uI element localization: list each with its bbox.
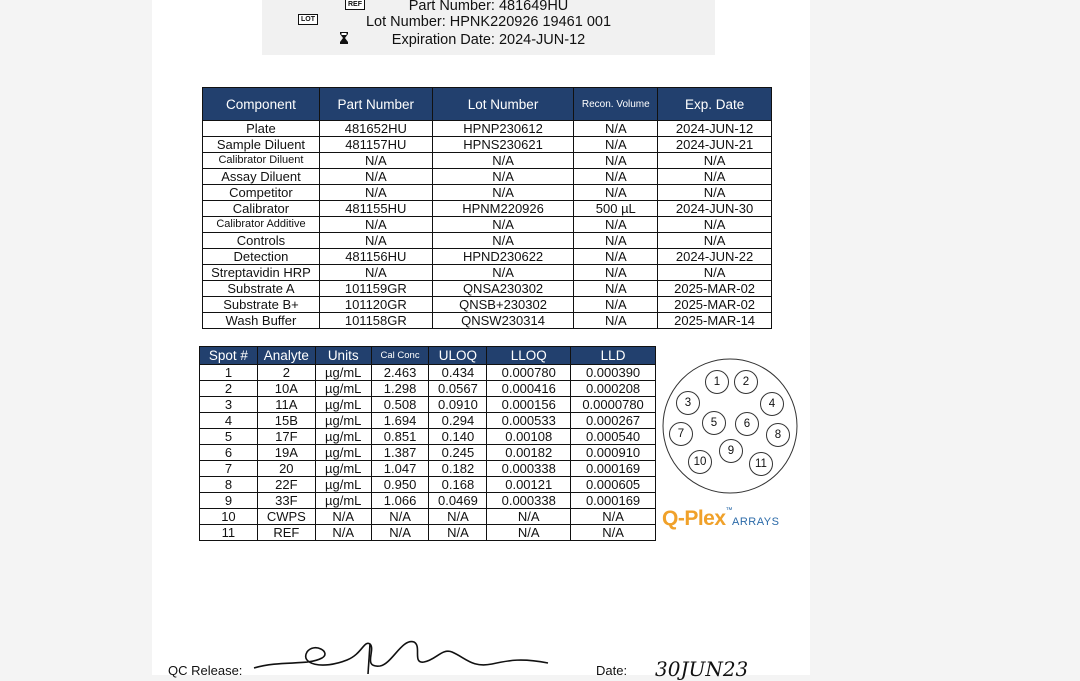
- header-lloq: LLOQ: [487, 347, 571, 365]
- component-exp-date: N/A: [658, 217, 772, 233]
- signature-icon: [252, 630, 552, 680]
- component-part-number: N/A: [319, 169, 432, 185]
- component-name: Calibrator Diluent: [203, 153, 320, 169]
- spot-lld: N/A: [571, 509, 656, 525]
- component-row: [203, 153, 772, 169]
- component-lot-number: N/A: [432, 233, 574, 249]
- spot-row: [200, 413, 656, 429]
- spots-header-row: [200, 347, 656, 365]
- spot-units: µg/mL: [315, 397, 371, 413]
- spot-analyte: 33F: [257, 493, 315, 509]
- header-component: Component: [203, 88, 320, 121]
- spot-cal-conc: 1.066: [371, 493, 429, 509]
- spot-map: [660, 358, 800, 498]
- component-lot-number: HPNM220926: [432, 201, 574, 217]
- spot-lloq: 0.00182: [487, 445, 571, 461]
- component-part-number: N/A: [319, 233, 432, 249]
- spot-row: [200, 493, 656, 509]
- spot-lld: 0.000208: [571, 381, 656, 397]
- spot-units: µg/mL: [315, 493, 371, 509]
- spot-map-circle: 11: [749, 452, 773, 476]
- spot-uloq: N/A: [429, 509, 487, 525]
- spot-cal-conc: 1.387: [371, 445, 429, 461]
- component-row: [203, 297, 772, 313]
- component-name: Calibrator Additive: [203, 217, 320, 233]
- component-exp-date: 2024-JUN-21: [658, 137, 772, 153]
- spot-number: 6: [200, 445, 258, 461]
- component-recon-volume: N/A: [574, 217, 658, 233]
- spot-lld: 0.000169: [571, 493, 656, 509]
- component-recon-volume: N/A: [574, 281, 658, 297]
- lot-number-line: [262, 13, 715, 31]
- header-spot-number: Spot #: [200, 347, 258, 365]
- spot-row: [200, 429, 656, 445]
- lot-symbol-icon: LOT: [298, 14, 318, 25]
- spot-lld: 0.000390: [571, 365, 656, 381]
- component-recon-volume: N/A: [574, 297, 658, 313]
- spot-number: 4: [200, 413, 258, 429]
- spot-number: 8: [200, 477, 258, 493]
- spot-uloq: 0.434: [429, 365, 487, 381]
- spot-lloq: 0.00108: [487, 429, 571, 445]
- ref-symbol-icon: REF: [345, 0, 365, 10]
- component-part-number: 101158GR: [319, 313, 432, 329]
- component-lot-number: N/A: [432, 169, 574, 185]
- spot-lld: 0.000910: [571, 445, 656, 461]
- spot-lloq: 0.00121: [487, 477, 571, 493]
- spot-uloq: 0.0567: [429, 381, 487, 397]
- spot-units: µg/mL: [315, 477, 371, 493]
- spot-analyte: 19A: [257, 445, 315, 461]
- release-date: 30JUN23: [655, 657, 749, 681]
- components-header-row: [203, 88, 772, 121]
- spot-row: [200, 381, 656, 397]
- spot-cal-conc: 1.694: [371, 413, 429, 429]
- component-row: [203, 201, 772, 217]
- component-part-number: N/A: [319, 265, 432, 281]
- spot-uloq: 0.140: [429, 429, 487, 445]
- component-recon-volume: N/A: [574, 153, 658, 169]
- component-name: Streptavidin HRP: [203, 265, 320, 281]
- spot-lloq: 0.000338: [487, 493, 571, 509]
- spot-cal-conc: N/A: [371, 525, 429, 541]
- date-label: Date:: [596, 663, 628, 678]
- spot-lloq: 0.000780: [487, 365, 571, 381]
- component-row: [203, 233, 772, 249]
- component-name: Calibrator: [203, 201, 320, 217]
- component-name: Plate: [203, 121, 320, 137]
- spot-number: 9: [200, 493, 258, 509]
- component-part-number: N/A: [319, 185, 432, 201]
- spot-cal-conc: 1.298: [371, 381, 429, 397]
- spot-map-circle: 1: [705, 370, 729, 394]
- expiration-line: [262, 31, 715, 49]
- header-cal-conc: Cal Conc: [371, 347, 429, 365]
- component-lot-number: N/A: [432, 217, 574, 233]
- component-lot-number: QNSW230314: [432, 313, 574, 329]
- spot-uloq: 0.294: [429, 413, 487, 429]
- spot-analyte: 20: [257, 461, 315, 477]
- logo-brand: Q-Plex: [662, 507, 726, 530]
- component-exp-date: 2024-JUN-22: [658, 249, 772, 265]
- component-row: [203, 313, 772, 329]
- component-name: Assay Diluent: [203, 169, 320, 185]
- header-uloq: ULOQ: [429, 347, 487, 365]
- component-row: [203, 169, 772, 185]
- spot-units: µg/mL: [315, 381, 371, 397]
- spot-analyte: 17F: [257, 429, 315, 445]
- spot-cal-conc: 1.047: [371, 461, 429, 477]
- spot-lloq: 0.000533: [487, 413, 571, 429]
- component-recon-volume: 500 µL: [574, 201, 658, 217]
- header-lld: LLD: [571, 347, 656, 365]
- spot-row: [200, 365, 656, 381]
- header-recon-volume: Recon. Volume: [574, 88, 658, 121]
- spot-lld: 0.000605: [571, 477, 656, 493]
- q-plex-logo: [662, 507, 779, 531]
- component-exp-date: N/A: [658, 185, 772, 201]
- logo-suffix: ARRAYS: [732, 516, 780, 528]
- component-lot-number: N/A: [432, 265, 574, 281]
- component-name: Competitor: [203, 185, 320, 201]
- spot-number: 7: [200, 461, 258, 477]
- spot-units: N/A: [315, 525, 371, 541]
- analyte-spots-table: [199, 346, 656, 541]
- hourglass-icon: [340, 31, 348, 43]
- logo-tm: ™: [725, 507, 733, 514]
- component-lot-number: QNSA230302: [432, 281, 574, 297]
- header-lot-number: Lot Number: [432, 88, 574, 121]
- spot-analyte: 22F: [257, 477, 315, 493]
- spot-map-circle: 2: [734, 370, 758, 394]
- spot-cal-conc: 0.508: [371, 397, 429, 413]
- spot-map-circle: 7: [669, 422, 693, 446]
- spot-uloq: N/A: [429, 525, 487, 541]
- component-name: Substrate B+: [203, 297, 320, 313]
- spot-row: [200, 445, 656, 461]
- spot-number: 2: [200, 381, 258, 397]
- component-row: [203, 137, 772, 153]
- spot-number: 11: [200, 525, 258, 541]
- spot-cal-conc: 0.950: [371, 477, 429, 493]
- component-name: Sample Diluent: [203, 137, 320, 153]
- component-part-number: 101159GR: [319, 281, 432, 297]
- component-exp-date: 2025-MAR-02: [658, 297, 772, 313]
- spot-lld: N/A: [571, 525, 656, 541]
- component-name: Controls: [203, 233, 320, 249]
- component-exp-date: N/A: [658, 153, 772, 169]
- spot-uloq: 0.245: [429, 445, 487, 461]
- component-name: Detection: [203, 249, 320, 265]
- spot-number: 5: [200, 429, 258, 445]
- spot-map-circle: 4: [760, 392, 784, 416]
- spot-analyte: REF: [257, 525, 315, 541]
- component-row: [203, 281, 772, 297]
- spot-units: N/A: [315, 509, 371, 525]
- spot-analyte: 15B: [257, 413, 315, 429]
- spot-uloq: 0.0910: [429, 397, 487, 413]
- component-part-number: 481157HU: [319, 137, 432, 153]
- spot-number: 10: [200, 509, 258, 525]
- spot-analyte: 10A: [257, 381, 315, 397]
- spot-lld: 0.000540: [571, 429, 656, 445]
- spot-map-circle: 9: [719, 439, 743, 463]
- component-recon-volume: N/A: [574, 121, 658, 137]
- component-exp-date: N/A: [658, 233, 772, 249]
- spot-units: µg/mL: [315, 365, 371, 381]
- spot-number: 3: [200, 397, 258, 413]
- spot-units: µg/mL: [315, 429, 371, 445]
- component-lot-number: N/A: [432, 153, 574, 169]
- spot-analyte: CWPS: [257, 509, 315, 525]
- component-row: [203, 185, 772, 201]
- spot-row: [200, 509, 656, 525]
- spot-row: [200, 477, 656, 493]
- components-table: [202, 87, 772, 329]
- spot-uloq: 0.168: [429, 477, 487, 493]
- spot-row: [200, 397, 656, 413]
- spot-lloq: N/A: [487, 509, 571, 525]
- component-part-number: N/A: [319, 217, 432, 233]
- component-part-number: 481156HU: [319, 249, 432, 265]
- component-part-number: N/A: [319, 153, 432, 169]
- component-row: [203, 265, 772, 281]
- component-lot-number: N/A: [432, 185, 574, 201]
- spot-cal-conc: N/A: [371, 509, 429, 525]
- expiration-date: Expiration Date: 2024-JUN-12: [391, 32, 586, 48]
- spot-lloq: 0.000416: [487, 381, 571, 397]
- spot-map-circle: 8: [766, 423, 790, 447]
- component-recon-volume: N/A: [574, 249, 658, 265]
- spot-uloq: 0.182: [429, 461, 487, 477]
- spot-cal-conc: 0.851: [371, 429, 429, 445]
- spot-map-circle: 5: [702, 411, 726, 435]
- component-recon-volume: N/A: [574, 169, 658, 185]
- spot-units: µg/mL: [315, 445, 371, 461]
- spot-map-circle: 10: [688, 450, 712, 474]
- component-exp-date: N/A: [658, 265, 772, 281]
- component-recon-volume: N/A: [574, 313, 658, 329]
- qc-release-label: QC Release:: [168, 663, 243, 678]
- spot-analyte: 11A: [257, 397, 315, 413]
- header-analyte: Analyte: [257, 347, 315, 365]
- spot-lloq: 0.000338: [487, 461, 571, 477]
- component-row: [203, 217, 772, 233]
- spot-units: µg/mL: [315, 413, 371, 429]
- spot-map-circle: 3: [676, 391, 700, 415]
- spot-analyte: 2: [257, 365, 315, 381]
- component-exp-date: 2025-MAR-02: [658, 281, 772, 297]
- component-row: [203, 121, 772, 137]
- component-part-number: 101120GR: [319, 297, 432, 313]
- spot-map-circle: 6: [735, 412, 759, 436]
- spot-lloq: N/A: [487, 525, 571, 541]
- component-name: Substrate A: [203, 281, 320, 297]
- spot-uloq: 0.0469: [429, 493, 487, 509]
- spot-lld: 0.0000780: [571, 397, 656, 413]
- header-exp-date: Exp. Date: [658, 88, 772, 121]
- spot-units: µg/mL: [315, 461, 371, 477]
- spot-lld: 0.000267: [571, 413, 656, 429]
- product-header: [262, 0, 715, 55]
- lot-number: Lot Number: HPNK220926 19461 001: [365, 14, 612, 30]
- component-exp-date: 2025-MAR-14: [658, 313, 772, 329]
- component-name: Wash Buffer: [203, 313, 320, 329]
- component-exp-date: N/A: [658, 169, 772, 185]
- component-exp-date: 2024-JUN-12: [658, 121, 772, 137]
- spot-row: [200, 461, 656, 477]
- component-recon-volume: N/A: [574, 185, 658, 201]
- component-lot-number: QNSB+230302: [432, 297, 574, 313]
- component-lot-number: HPNP230612: [432, 121, 574, 137]
- component-lot-number: HPND230622: [432, 249, 574, 265]
- component-row: [203, 249, 772, 265]
- spot-lld: 0.000169: [571, 461, 656, 477]
- component-recon-volume: N/A: [574, 137, 658, 153]
- spot-cal-conc: 2.463: [371, 365, 429, 381]
- header-units: Units: [315, 347, 371, 365]
- spot-row: [200, 525, 656, 541]
- component-lot-number: HPNS230621: [432, 137, 574, 153]
- header-part-number: Part Number: [319, 88, 432, 121]
- part-number: Part Number: 481649HU: [408, 0, 569, 14]
- spot-lloq: 0.000156: [487, 397, 571, 413]
- component-recon-volume: N/A: [574, 265, 658, 281]
- component-recon-volume: N/A: [574, 233, 658, 249]
- component-part-number: 481652HU: [319, 121, 432, 137]
- spot-number: 1: [200, 365, 258, 381]
- component-exp-date: 2024-JUN-30: [658, 201, 772, 217]
- component-part-number: 481155HU: [319, 201, 432, 217]
